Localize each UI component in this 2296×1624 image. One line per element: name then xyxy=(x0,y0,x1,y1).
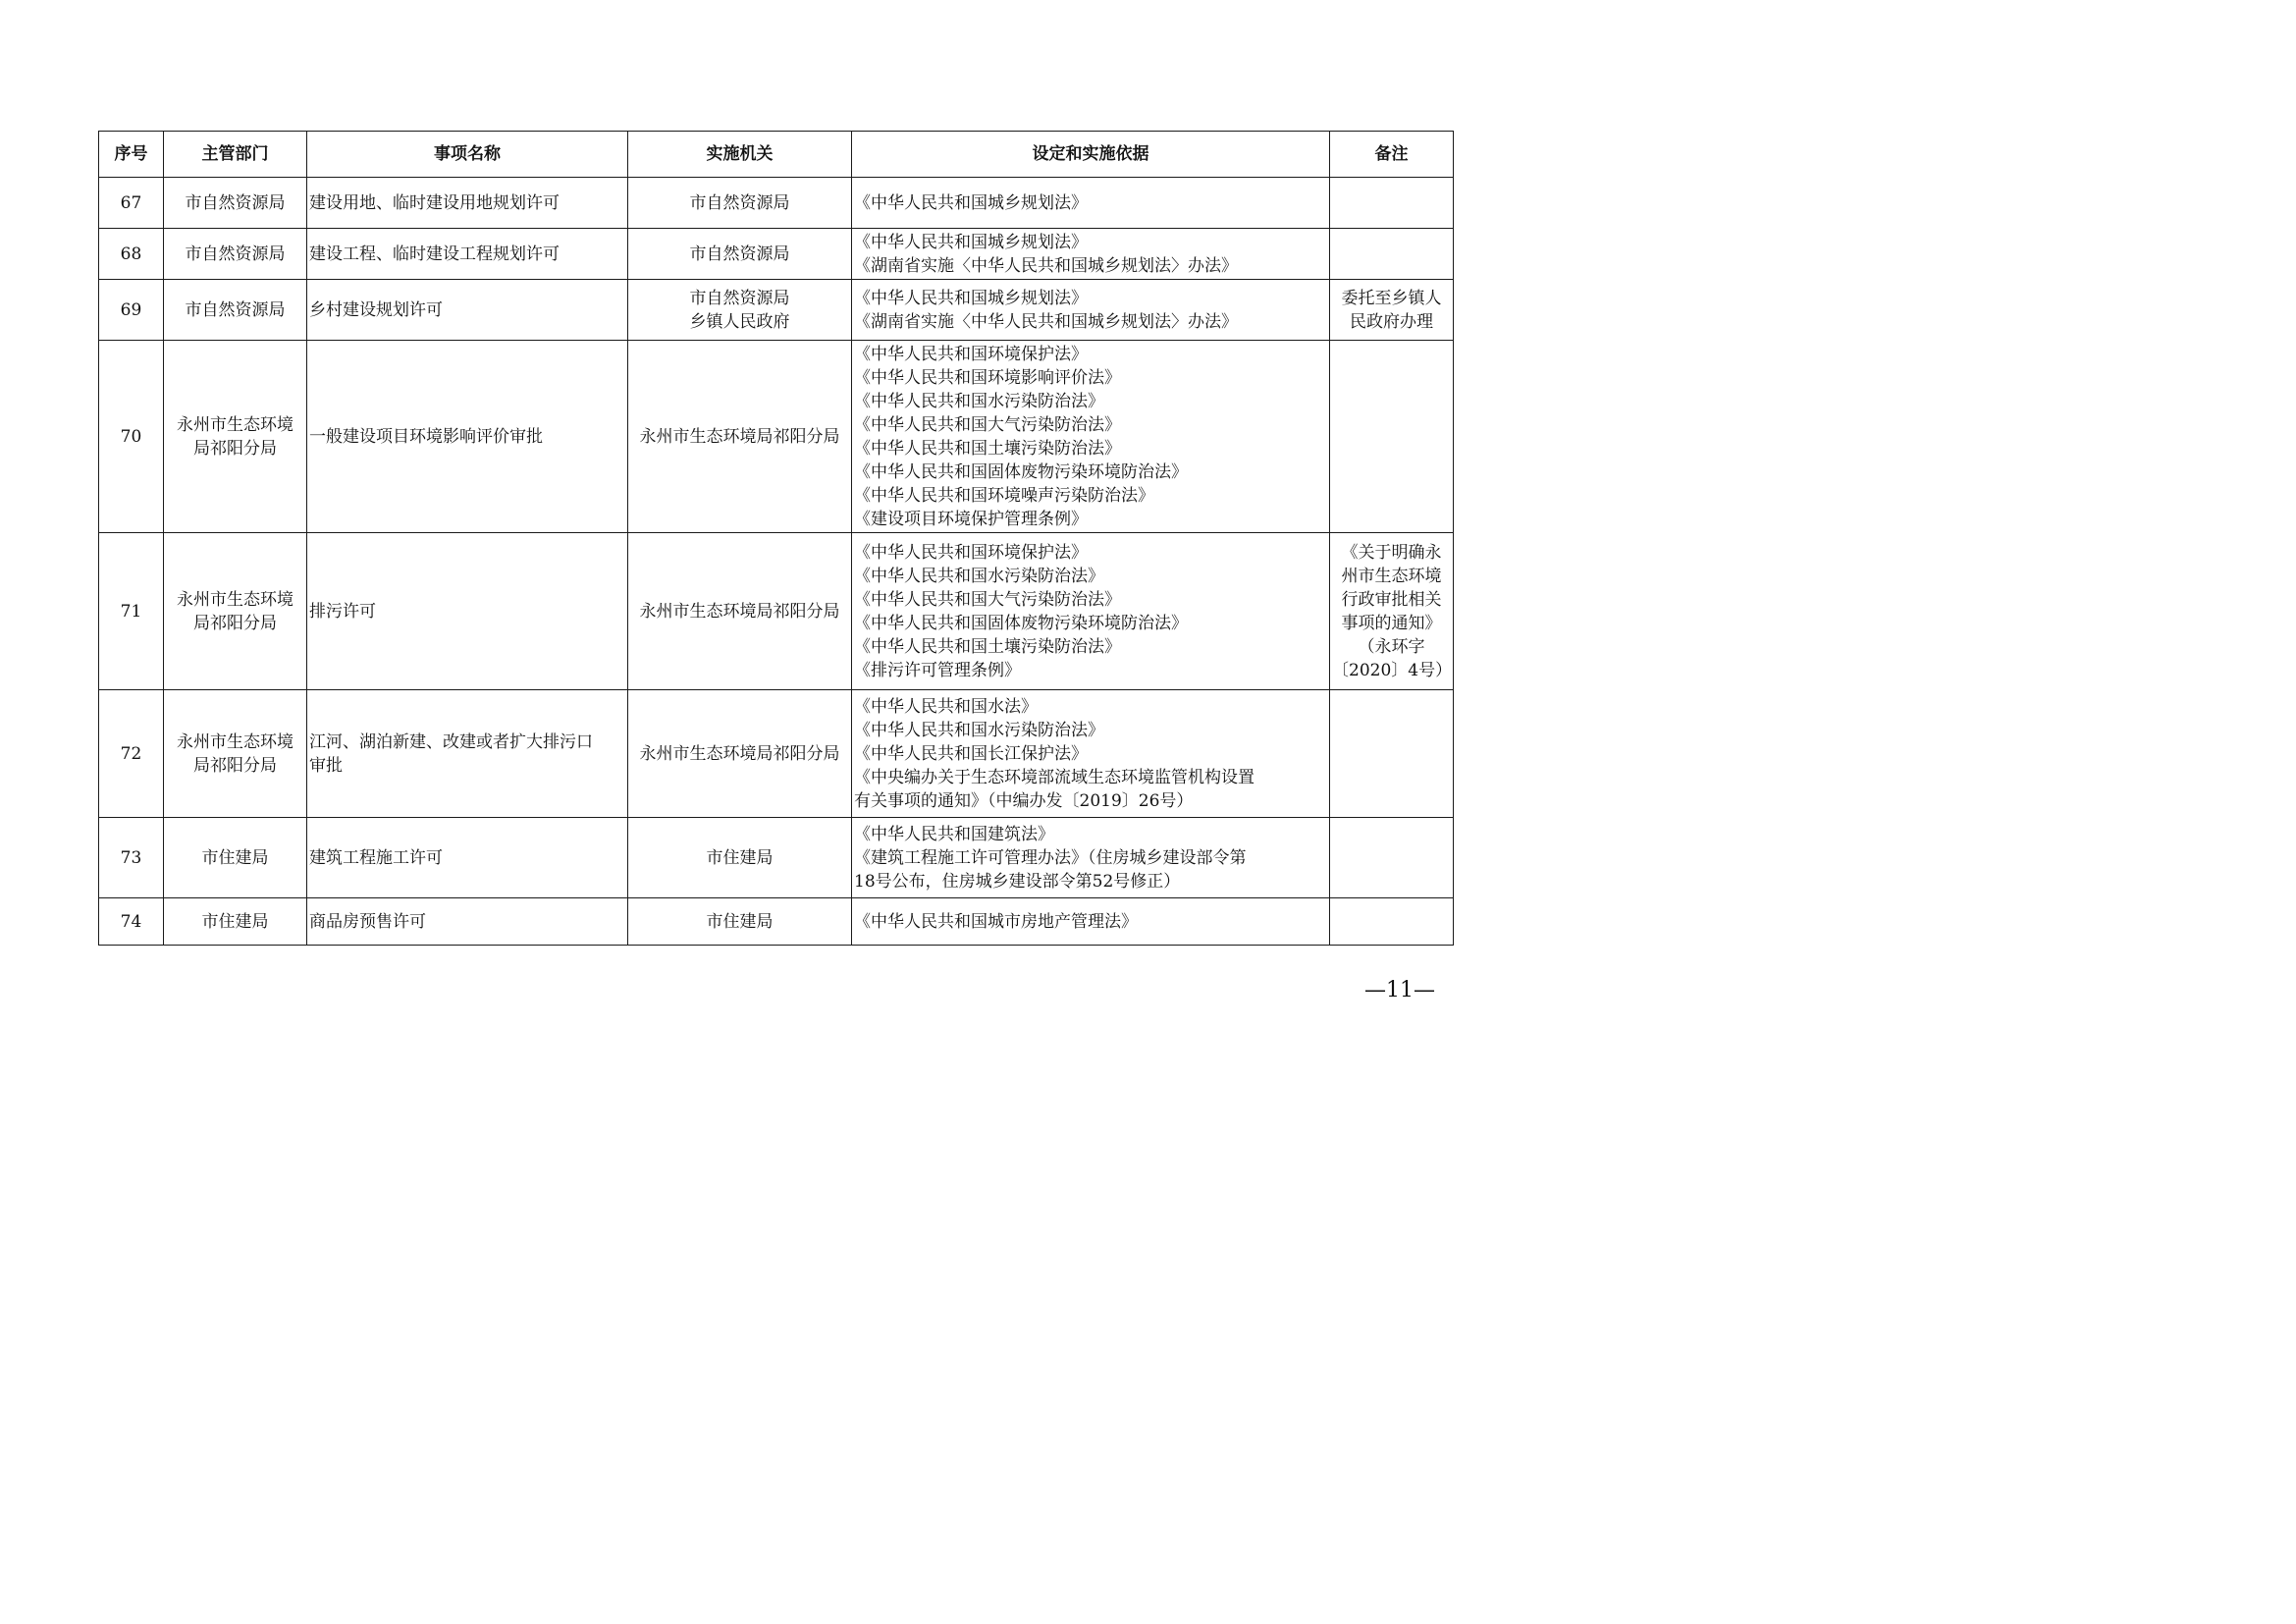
cell-department-line: 局祁阳分局 xyxy=(193,438,277,459)
cell-note xyxy=(1330,898,1454,946)
table-row xyxy=(99,818,1454,898)
cell-agency-line: 永州市生态环境局祁阳分局 xyxy=(639,426,840,447)
cell-note-line: 行政审批相关 xyxy=(1341,589,1442,610)
cell-item-name-line: 建设工程、临时建设工程规划许可 xyxy=(309,244,560,264)
cell-legal-basis-line: 《中华人民共和国环境影响评价法》 xyxy=(854,367,1121,388)
cell-agency xyxy=(628,818,852,898)
cell-item-name xyxy=(307,229,628,280)
cell-note xyxy=(1330,229,1454,280)
cell-legal-basis xyxy=(852,818,1330,898)
cell-department xyxy=(164,229,307,280)
cell-item-name xyxy=(307,178,628,229)
header-index: 序号 xyxy=(99,132,164,178)
cell-note-line: 民政府办理 xyxy=(1350,311,1433,332)
cell-agency-line: 市自然资源局 xyxy=(689,192,790,213)
cell-legal-basis-line: 《建设项目环境保护管理条例》 xyxy=(854,509,1088,529)
header-agency: 实施机关 xyxy=(628,132,852,178)
cell-legal-basis-line: 《中华人民共和国环境噪声污染防治法》 xyxy=(854,485,1154,506)
cell-note-line: 事项的通知》 xyxy=(1341,613,1442,633)
header-legal-basis: 设定和实施依据 xyxy=(852,132,1330,178)
cell-legal-basis-line: 《中华人民共和国大气污染防治法》 xyxy=(854,414,1121,435)
cell-agency-line: 市自然资源局 xyxy=(689,244,790,264)
cell-department-line: 永州市生态环境 xyxy=(177,589,294,610)
cell-note-line: 《关于明确永 xyxy=(1341,542,1442,563)
table-row xyxy=(99,533,1454,690)
table-row xyxy=(99,898,1454,946)
cell-index: 68 xyxy=(99,229,164,280)
cell-department-line: 市自然资源局 xyxy=(185,299,286,320)
table-row xyxy=(99,690,1454,818)
table-body xyxy=(99,178,1454,946)
cell-item-name-line: 江河、湖泊新建、改建或者扩大排污口 xyxy=(309,731,593,752)
cell-agency-line: 乡镇人民政府 xyxy=(689,311,790,332)
cell-item-name-line: 排污许可 xyxy=(309,601,376,622)
header-department: 主管部门 xyxy=(164,132,307,178)
cell-agency xyxy=(628,280,852,341)
cell-legal-basis-line: 《中华人民共和国固体废物污染环境防治法》 xyxy=(854,613,1188,633)
cell-department xyxy=(164,898,307,946)
cell-legal-basis-line: 《中华人民共和国水污染防治法》 xyxy=(854,391,1104,411)
cell-index: 70 xyxy=(99,341,164,533)
cell-note xyxy=(1330,690,1454,818)
cell-department-line: 永州市生态环境 xyxy=(177,731,294,752)
table-row xyxy=(99,280,1454,341)
cell-index: 71 xyxy=(99,533,164,690)
cell-department-line: 市自然资源局 xyxy=(185,192,286,213)
cell-legal-basis xyxy=(852,341,1330,533)
cell-department xyxy=(164,280,307,341)
cell-legal-basis-line: 《中华人民共和国大气污染防治法》 xyxy=(854,589,1121,610)
cell-legal-basis-line: 《建筑工程施工许可管理办法》（住房城乡建设部令第 xyxy=(854,847,1247,868)
cell-item-name-line: 建筑工程施工许可 xyxy=(309,847,443,868)
cell-item-name-line: 审批 xyxy=(309,755,343,776)
cell-note xyxy=(1330,280,1454,341)
cell-item-name-line: 建设用地、临时建设用地规划许可 xyxy=(309,192,560,213)
cell-agency-line: 市自然资源局 xyxy=(689,288,790,308)
cell-department xyxy=(164,533,307,690)
header-note: 备注 xyxy=(1330,132,1454,178)
cell-item-name xyxy=(307,341,628,533)
cell-department-line: 市住建局 xyxy=(201,847,269,868)
cell-item-name-line: 商品房预售许可 xyxy=(309,911,426,932)
cell-item-name xyxy=(307,818,628,898)
table-row xyxy=(99,229,1454,280)
cell-legal-basis-line: 《中华人民共和国环境保护法》 xyxy=(854,542,1088,563)
document-page xyxy=(0,0,1539,1088)
licensing-items-table xyxy=(98,131,1454,946)
cell-agency xyxy=(628,341,852,533)
cell-agency xyxy=(628,533,852,690)
cell-department xyxy=(164,690,307,818)
cell-department xyxy=(164,178,307,229)
cell-legal-basis xyxy=(852,229,1330,280)
cell-legal-basis-line: 《中华人民共和国城乡规划法》 xyxy=(854,232,1088,252)
cell-item-name xyxy=(307,280,628,341)
cell-legal-basis-line: 《中华人民共和国土壤污染防治法》 xyxy=(854,636,1121,657)
cell-note-line: 委托至乡镇人 xyxy=(1341,288,1442,308)
cell-index: 73 xyxy=(99,818,164,898)
cell-legal-basis-line: 《中华人民共和国水污染防治法》 xyxy=(854,720,1104,740)
cell-department-line: 局祁阳分局 xyxy=(193,613,277,633)
cell-legal-basis xyxy=(852,280,1330,341)
cell-note-line: 州市生态环境 xyxy=(1341,566,1442,586)
cell-legal-basis xyxy=(852,690,1330,818)
cell-agency-line: 永州市生态环境局祁阳分局 xyxy=(639,601,840,622)
cell-agency xyxy=(628,229,852,280)
cell-index: 67 xyxy=(99,178,164,229)
cell-note xyxy=(1330,341,1454,533)
cell-item-name xyxy=(307,898,628,946)
cell-legal-basis xyxy=(852,898,1330,946)
cell-note xyxy=(1330,178,1454,229)
cell-department xyxy=(164,341,307,533)
cell-agency xyxy=(628,178,852,229)
cell-legal-basis-line: 18号公布，住房城乡建设部令第52号修正） xyxy=(854,871,1181,892)
cell-legal-basis-line: 《中华人民共和国长江保护法》 xyxy=(854,743,1088,764)
cell-legal-basis-line: 《中华人民共和国城乡规划法》 xyxy=(854,288,1088,308)
cell-legal-basis-line: 《中华人民共和国环境保护法》 xyxy=(854,344,1088,364)
cell-legal-basis-line: 《中华人民共和国建筑法》 xyxy=(854,824,1054,844)
cell-legal-basis-line: 《湖南省实施〈中华人民共和国城乡规划法〉办法》 xyxy=(854,255,1238,276)
cell-legal-basis xyxy=(852,178,1330,229)
cell-legal-basis-line: 《中华人民共和国水法》 xyxy=(854,696,1038,717)
cell-legal-basis-line: 《中华人民共和国固体废物污染环境防治法》 xyxy=(854,461,1188,482)
cell-note xyxy=(1330,818,1454,898)
cell-item-name-line: 一般建设项目环境影响评价审批 xyxy=(309,426,543,447)
cell-agency xyxy=(628,898,852,946)
cell-index: 69 xyxy=(99,280,164,341)
cell-note-line: （永环字 xyxy=(1358,636,1425,657)
cell-department xyxy=(164,818,307,898)
header-item-name: 事项名称 xyxy=(307,132,628,178)
cell-legal-basis-line: 《中央编办关于生态环境部流域生态环境监管机构设置 xyxy=(854,767,1255,787)
cell-item-name xyxy=(307,533,628,690)
cell-item-name-line: 乡村建设规划许可 xyxy=(309,299,443,320)
cell-item-name xyxy=(307,690,628,818)
cell-legal-basis-line: 《中华人民共和国城乡规划法》 xyxy=(854,192,1088,213)
cell-legal-basis xyxy=(852,533,1330,690)
table-row xyxy=(99,178,1454,229)
cell-department-line: 永州市生态环境 xyxy=(177,414,294,435)
cell-index: 72 xyxy=(99,690,164,818)
cell-agency-line: 市住建局 xyxy=(706,847,774,868)
table-row xyxy=(99,341,1454,533)
cell-agency-line: 永州市生态环境局祁阳分局 xyxy=(639,743,840,764)
cell-agency-line: 市住建局 xyxy=(706,911,774,932)
cell-legal-basis-line: 《中华人民共和国城市房地产管理法》 xyxy=(854,911,1138,932)
cell-department-line: 市住建局 xyxy=(201,911,269,932)
cell-note xyxy=(1330,533,1454,690)
cell-legal-basis-line: 《排污许可管理条例》 xyxy=(854,660,1021,680)
cell-department-line: 市自然资源局 xyxy=(185,244,286,264)
cell-department-line: 局祁阳分局 xyxy=(193,755,277,776)
cell-legal-basis-line: 《中华人民共和国土壤污染防治法》 xyxy=(854,438,1121,459)
cell-legal-basis-line: 有关事项的通知》（中编办发〔2019〕26号） xyxy=(854,790,1194,811)
cell-agency xyxy=(628,690,852,818)
page-number: —11— xyxy=(1364,978,1435,1002)
cell-legal-basis-line: 《中华人民共和国水污染防治法》 xyxy=(854,566,1104,586)
cell-note-line: 〔2020〕4号） xyxy=(1332,660,1453,680)
table-header-row xyxy=(99,132,1454,178)
cell-index: 74 xyxy=(99,898,164,946)
cell-legal-basis-line: 《湖南省实施〈中华人民共和国城乡规划法〉办法》 xyxy=(854,311,1238,332)
